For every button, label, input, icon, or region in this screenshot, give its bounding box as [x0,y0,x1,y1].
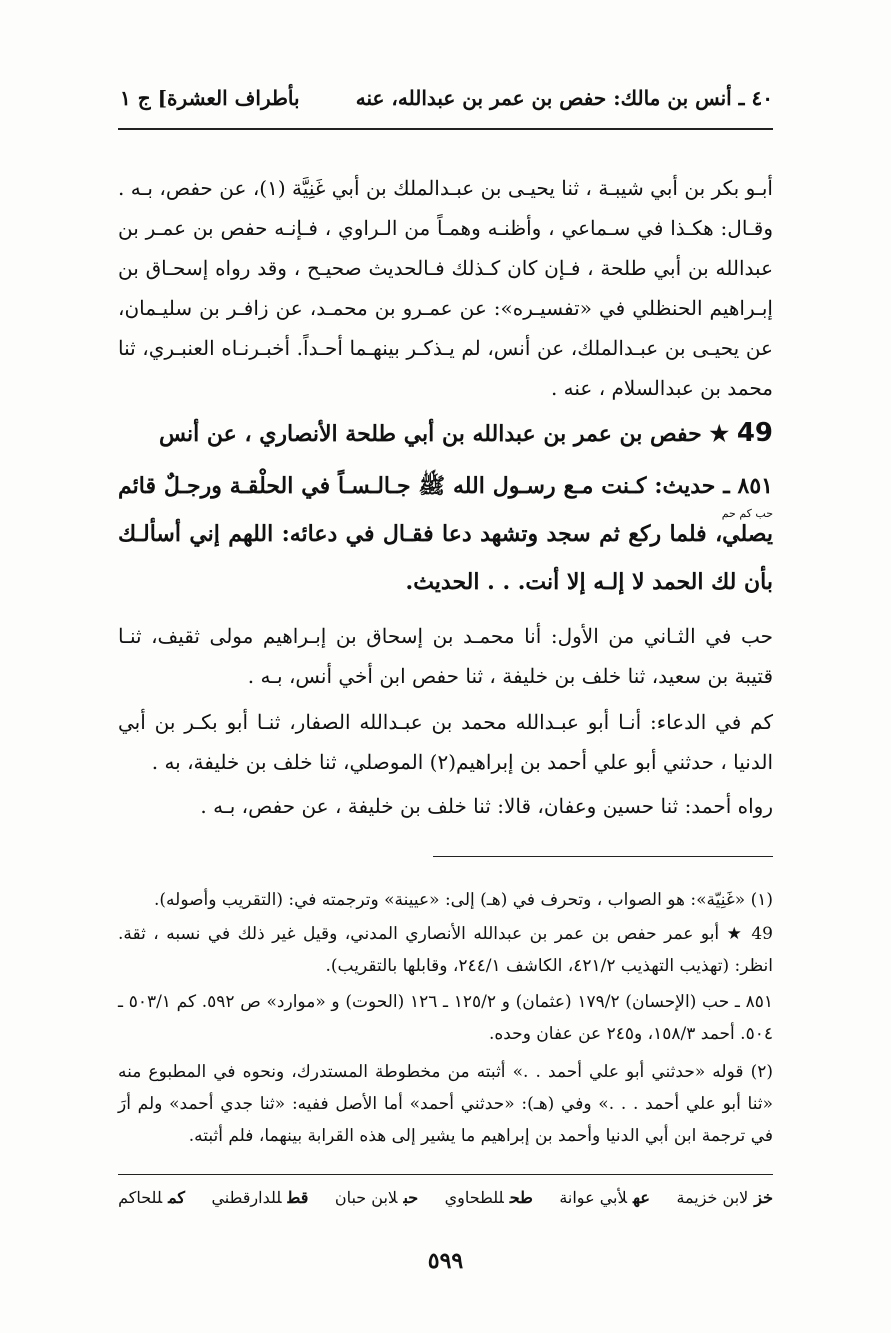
footnote-851-text: ٨٥١ ـ حب (الإحسان) ١٧٩/٢ (عثمان) و ١٢٥/٢ ـ ١٢٦ (الحوت) و «موارد» ص ٥٩٢. كم ٥٠٣/١ ـ ٥٠٤. أحمد ١٥٨/٣، و٢٤٥ عن عفان وحده. [118,992,774,1044]
footnote-49-text: 49 ★ أبو عمر حفص بن عمر بن عبدالله الأنصاري المدني، وقيل غير ذلك في نسبه ، ثقة. انظر: (تهذيب التهذيب ٤٢١/٢، الكاشف ٢٤٤/١، وقابلها بالتقريب). [118,924,773,976]
source-km-text: كم في الدعاء: أنـا أبو عبـدالله محمد بن عبـدالله الصفار، ثنـا أبو بكـر بن أبي الدنيا ، حدثني أبو علي أحمد بن إبراهيم(٢) الموصلي، ثنا خلف بن خليفة، به . [118,710,773,774]
source-ahmad-text: رواه أحمد: ثنا حسين وعفان، قالا: ثنا خلف بن خليفة ، عن حفص، بـه . [200,794,773,818]
narrator-number: 49 [736,418,773,448]
source-ahmad [118,786,773,826]
header-rule [118,128,773,130]
narrator-title: حفص بن عمر بن عبدالله بن أبي طلحة الأنصاري ، عن أنس [158,421,702,447]
source-hb-text: حب في الثـاني من الأول: أنا محمـد بن إسحاق بن إبـراهيم مولى ثقيف، ثنـا قتيبة بن سعيد، ثنا خلف بن خليفة ، ثنا حفص ابن أخي أنس، بـه . [118,624,773,688]
intro-text: أبـو بكر بن أبي شيبـة ، ثنا يحيـى بن عبـدالملك بن أبي غَنِيَّة (١)، عن حفص، بـه . وقـال: هكـذا في سـماعي ، وأظنـه وهمـاً من الـراوي ، فـإنـه حفص بن عمـر بن عبدالله بن أبي طلحة ، فـإن كان كـذلك فـالحديث صحيـح ، وقد رواه إسحـاق بن إبـراهيم الحنظلي في «تفسيـره»: عن عمـرو بن محمـد، عن زافـر بن سليـمان، عن يحيـى بن عبـدالملك، عن أنس، لم يـذكـر بينهـما أحـداً. أخبـرنـاه العنبـري، ثنا محمد بن عبدالسلام ، عنه . [118,176,773,400]
page-number: ٥٩٩ [427,1248,464,1274]
hadith-heading [118,410,773,457]
key-khz: خزلابن خزيمة [676,1188,773,1207]
key-th: طحللطحاوي [444,1188,533,1207]
footnote-1-text: (١) «غَنِيّة»: هو الصواب ، وتحرف في (هـ) إلى: «عيينة» وترجمته في: (التقريب وأصوله). [154,890,773,910]
footnote-rule [433,856,773,857]
footnote-851 [118,986,773,1050]
running-header [120,86,773,110]
footnote-2-text: (٢) قوله «حدثني أبو علي أحمد . .» أثبته من مخطوطة المستدرك، ونحوه في المطبوع منه «ثنا أبو علي أحمد . . .» وفي (هـ): «حدثني أحمد» أما الأصل ففيه: «ثنا جدي أحمد» ولم أرَ في ترجمة ابن أبي الدنيا وأحمد بن إبراهيم ما يشير إلى هذه القرابة بينهما، فلم أثبته. [118,1062,773,1146]
key-hb: حبلابن حبان [334,1188,419,1207]
source-km [118,702,773,782]
source-hb [118,616,773,696]
intro-paragraph [118,168,773,408]
abbreviation-key [118,1188,773,1207]
footer-rule [118,1174,773,1175]
footnote-1 [118,884,773,916]
key-km: كمللحاكم [118,1188,185,1207]
key-ah: عهلأبي عوانة [559,1188,650,1207]
header-chapter: ٤٠ ـ أنس بن مالك: حفص بن عمر بن عبدالله، عنه [355,86,773,110]
star-icon: ★ [709,421,730,447]
hadith-text-block [118,462,773,606]
header-volume: بأطراف العشرة] ج ١ [120,86,300,110]
footnote-49 [118,918,773,982]
key-qt: قطللدارقطني [211,1188,309,1207]
hadith-sigla: حب كم حم [721,507,773,520]
hadith-text: ٨٥١ ـ حديث: كـنت مـع رسـول الله ﷺ جـالـسـاً في الحلْقـة ورجـلٌ قائم يصلي، فلما ركع ثم سجد وتشهد دعا فقـال في دعائه: اللهم إني أسألـك بأن لك الحمد لا إلـه إلا أنت. . . الحديث. [118,473,773,595]
footnote-2 [118,1056,773,1152]
